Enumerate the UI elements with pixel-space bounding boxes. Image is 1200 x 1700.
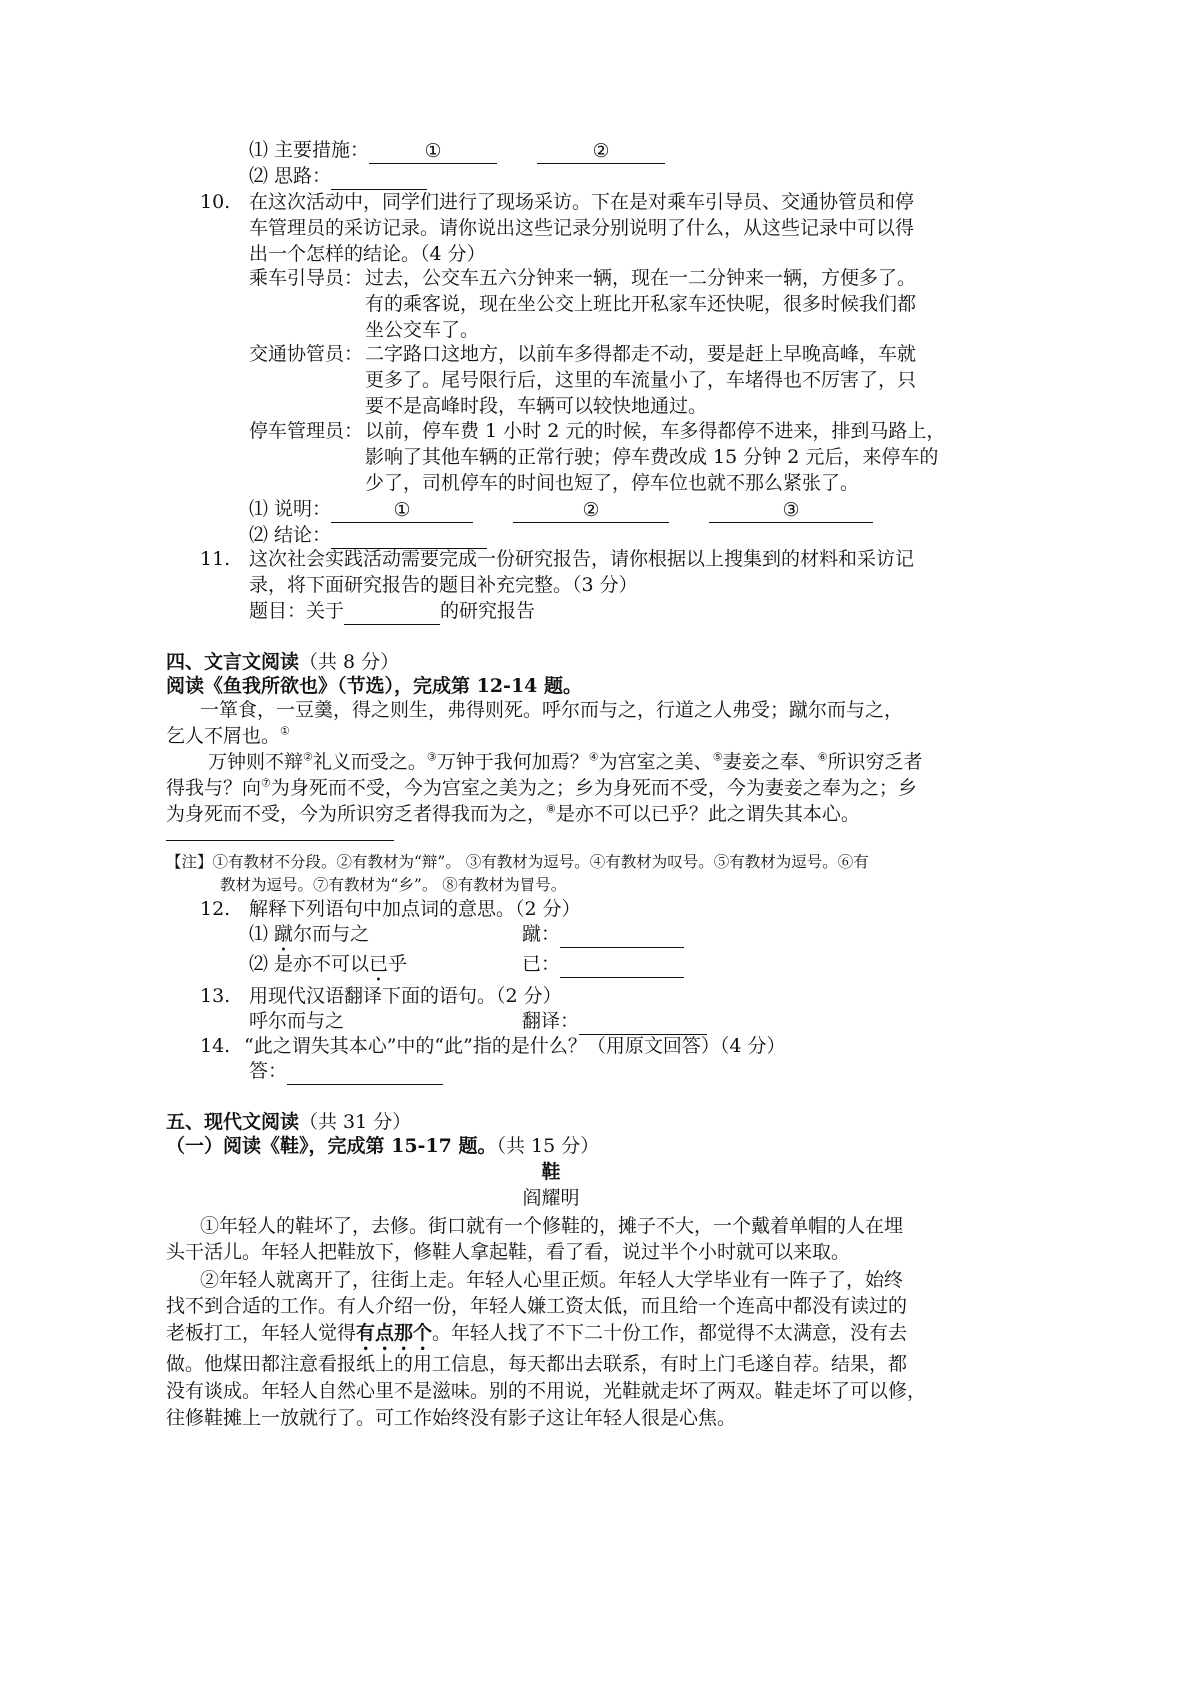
q12-answer-1-label: 蹴： (522, 923, 561, 945)
q14-text: “此之谓失其本心”中的“此”指的是什么？（用原文回答）（4 分） (244, 1035, 786, 1057)
q12-answer-2-label: 已： (522, 953, 561, 975)
q13-sentence: 呼尔而与之 (249, 1010, 345, 1032)
footnote-line-1: 【注】①有教材不分段。②有教材为“辩”。 ③有教材为逗号。④有教材为叹号。⑤有教材为逗号。⑥有 (166, 853, 869, 871)
q9-measures-label: ⑴ 主要措施： (249, 139, 370, 161)
q10-explain-blank-1[interactable]: ① (331, 498, 473, 523)
article-p2-line-3-a: 老板打工，年轻人觉得 (166, 1322, 357, 1344)
q10-parking-line-2: 影响了其他车辆的正常行驶；停车费改成 15 分钟 2 元后，来停车的 (365, 446, 939, 468)
article-p2-line-2: 找不到合适的工作。有人介绍一份，年轻人嫌工资太低，而且给一个连高中都没有读过的 (166, 1295, 908, 1317)
q10-text-2: 车管理员的采访记录。请你说出这些记录分别说明了什么，从这些记录中可以得 (249, 217, 915, 239)
article-author: 阎耀明 (522, 1187, 580, 1209)
q10-role-traffic: 交通协管员： (249, 343, 364, 365)
footnote-ref-2: ② (303, 750, 313, 764)
q10-text-1: 在这次活动中，同学们进行了现场采访。下在是对乘车引导员、交通协管员和停 (249, 191, 915, 213)
q12-item-2-prefix: ⑵ 是亦不可以 (249, 953, 370, 975)
q10-text-3: 出一个怎样的结论。（4 分） (249, 243, 486, 265)
article-p2-line-5: 没有谈成。年轻人自然心里不是滋味。别的不用说，光鞋就走坏了两双。鞋走坏了可以修， (166, 1380, 927, 1402)
article-p2-line-3-b: 。年轻人找了不下二十份工作，都觉得不太满意，没有去 (432, 1322, 908, 1344)
q10-traffic-line-1: 二字路口这地方，以前车多得都走不动，要是赶上早晚高峰，车就 (365, 343, 917, 365)
classical-p2-line-2 (166, 774, 917, 802)
q12-answer-1-blank[interactable] (560, 923, 684, 948)
q9-measures-blank-1[interactable]: ① (369, 139, 497, 164)
classical-p2-line-1 (208, 748, 922, 776)
classical-p1-text: 乞人不屑也。 (166, 725, 281, 747)
q10-guide-line-3: 坐公交车了。 (365, 319, 480, 341)
q10-parking-line-1: 以前，停车费 1 小时 2 元的时候，车多得都停不进来，排到马路上， (365, 420, 946, 442)
q10-conclusion-label: ⑵ 结论： (249, 524, 332, 546)
q10-explain-line (249, 495, 873, 523)
classical-p2-seg-f: 所识穷乏者 (827, 751, 923, 773)
classical-p2-seg-e: 妻妾之奉、 (722, 751, 818, 773)
article-p2-line-4: 做。他煤田都注意看报纸上的用工信息，每天都出去联系，有时上门毛遂自荐。结果，都 (166, 1353, 908, 1375)
q12-answer-2-blank[interactable] (560, 953, 684, 978)
q11-title-suffix: 的研究报告 (440, 600, 536, 622)
section-4-instruction: 阅读《鱼我所欲也》（节选），完成第 12-14 题。 (166, 675, 582, 697)
section-5-instruction (166, 1132, 599, 1160)
classical-p2-seg-j: 是亦不可以已乎？此之谓失其本心。 (555, 803, 860, 825)
classical-p1-line-1: 一箪食，一豆羹，得之则生，弗得则死。呼尔而与之，行道之人弗受；蹴尔而与之， (200, 699, 904, 721)
section-4-score: （共 8 分） (299, 651, 400, 673)
footnote-ref-6: ⑥ (817, 750, 828, 764)
q12-item-2-dotted-word: 已 (369, 953, 389, 975)
q10-explain-blank-2[interactable]: ② (513, 498, 669, 523)
classical-p2-seg-i: 为身死而不受，今为所识穷乏者得我而为之， (166, 803, 547, 825)
footnote-ref-1: ① (280, 724, 290, 738)
q10-guide-line-1: 过去，公交车五六分钟来一辆，现在一二分钟来一辆，方便多了。 (365, 267, 917, 289)
q9-measures-line (249, 136, 665, 164)
q9-idea-blank[interactable] (331, 165, 427, 190)
q11-text-2: 录，将下面研究报告的题目补充完整。（3 分） (249, 574, 638, 596)
footnote-ref-3: ③ (426, 750, 437, 764)
footnote-ref-5: ⑤ (712, 750, 723, 764)
q14-number: 14. (200, 1035, 231, 1057)
q10-number: 10. (200, 191, 231, 213)
classical-p2-seg-d: 为宫室之美、 (598, 751, 713, 773)
q10-guide-line-2: 有的乘客说，现在坐公交上班比开私家车还快呢，很多时候我们都 (365, 293, 917, 315)
classical-p2-seg-g: 得我与？向 (166, 777, 262, 799)
q11-text-1: 这次社会实践活动需要完成一份研究报告，请你根据以上搜集到的材料和采访记 (249, 548, 915, 570)
article-dotted-phrase: 有点那个 (356, 1322, 433, 1344)
q12-number: 12. (200, 898, 231, 920)
footnote-divider (166, 840, 394, 841)
q12-item-2 (249, 950, 407, 986)
q11-number: 11. (200, 548, 231, 570)
q13-text: 用现代汉语翻译下面的语句。（2 分） (249, 985, 562, 1007)
q13-answer (522, 1007, 707, 1035)
article-p2-line-1: ②年轻人就离开了，往街上走。年轻人心里正烦。年轻人大学毕业有一阵子了，始终 (200, 1269, 904, 1291)
footnote-ref-8: ⑧ (546, 802, 556, 816)
classical-p1-line-2 (166, 722, 290, 750)
q12-item-1-dotted-word: 蹴 (274, 923, 294, 945)
section-5-instruction-score: （共 15 分） (496, 1135, 600, 1157)
q12-item-1-prefix: ⑴ (249, 923, 275, 945)
footnote-ref-7: ⑦ (261, 776, 271, 790)
q13-answer-label: 翻译： (522, 1010, 580, 1032)
q9-measures-blank-2[interactable]: ② (537, 139, 665, 164)
footnote-line-2: 教材为逗号。⑦有教材为“乡”。 ⑧有教材为冒号。 (220, 876, 567, 894)
q12-answer-1 (522, 920, 684, 948)
q14-answer-label: 答： (249, 1060, 288, 1082)
q11-title-line (249, 597, 535, 625)
q10-traffic-line-2: 更多了。尾号限行后，这里的车流量小了，车堵得也不厉害了，只 (365, 369, 917, 391)
q11-title-prefix: 题目：关于 (249, 600, 345, 622)
q10-explain-label: ⑴ 说明： (249, 498, 332, 520)
q12-text: 解释下列语句中加点词的意思。（2 分） (249, 898, 581, 920)
q11-title-blank[interactable] (344, 600, 440, 625)
q14-answer (249, 1057, 443, 1085)
classical-p2-seg-c: 万钟于我何加焉？ (436, 751, 589, 773)
section-4-title: 四、文言文阅读 (166, 651, 300, 673)
q12-item-1-suffix: 尔而与之 (293, 923, 370, 945)
classical-p2-line-3 (166, 800, 860, 828)
q10-parking-line-3: 少了，司机停车的时间也短了，停车位也就不那么紧张了。 (365, 472, 860, 494)
footnote-ref-4: ④ (588, 750, 599, 764)
q9-idea-line (249, 162, 427, 190)
q10-traffic-line-3: 要不是高峰时段，车辆可以较快地通过。 (365, 395, 708, 417)
classical-p2-seg-h: 为身死而不受，今为宫室之美为之；乡为身死而不受，今为妻妾之奉为之；乡 (270, 777, 917, 799)
article-p2-line-6: 往修鞋摊上一放就行了。可工作始终没有影子这让年轻人很是心焦。 (166, 1407, 737, 1429)
classical-p2-seg-a: 万钟则不辩 (208, 751, 304, 773)
q10-role-parking: 停车管理员： (249, 420, 364, 442)
article-title: 鞋 (541, 1161, 561, 1183)
q10-role-guide: 乘车引导员： (249, 267, 364, 289)
classical-p2-seg-b: 礼义而受之。 (312, 751, 427, 773)
section-5-instruction-main: （一）阅读《鞋》，完成第 15-17 题。 (166, 1135, 497, 1157)
section-5-score: （共 31 分） (299, 1111, 412, 1133)
q9-idea-label: ⑵ 思路： (249, 165, 332, 187)
q14-answer-blank[interactable] (287, 1060, 443, 1085)
q12-answer-2 (522, 950, 684, 978)
article-p1-line-2: 头干活儿。年轻人把鞋放下，修鞋人拿起鞋，看了看，说过半个小时就可以来取。 (166, 1241, 851, 1263)
q13-number: 13. (200, 985, 231, 1007)
q10-explain-blank-3[interactable]: ③ (709, 498, 873, 523)
section-5-title: 五、现代文阅读 (166, 1111, 300, 1133)
article-p1-line-1: ①年轻人的鞋坏了，去修。街口就有一个修鞋的，摊子不大，一个戴着单帽的人在埋 (200, 1215, 904, 1237)
q12-item-2-suffix: 乎 (388, 953, 408, 975)
